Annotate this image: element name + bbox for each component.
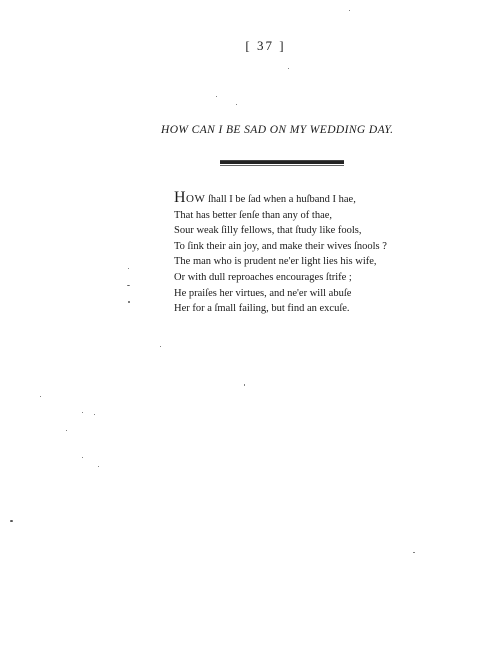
poem-line [174,190,387,208]
poem-title: HOW CAN I BE SAD ON MY WEDDING DAY. [161,124,394,136]
scan-speck [98,466,99,467]
scan-speck [40,396,41,397]
title-divider [220,160,344,164]
scan-speck [160,346,161,347]
scan-speck [216,96,217,97]
scan-speck [127,285,130,286]
scan-speck [244,384,245,386]
poem-line: Or with dull reproaches encourages ſtrife ; [174,271,352,283]
scan-speck [66,430,67,431]
poem-body [174,190,387,317]
scan-speck [288,68,289,69]
poem-line: To ſink their ain joy, and make their wives ſnools ? [174,240,387,252]
scan-speck [413,552,415,553]
scan-speck [349,10,350,11]
page-number: [ 37 ] [245,38,286,53]
scan-speck [82,457,83,458]
scan-speck [128,301,130,303]
scan-speck [10,520,13,522]
poem-line: He praiſes her virtues, and ne'er will abuſe [174,287,352,299]
poem-initial-word: How [174,189,206,206]
poem-line: That has better ſenſe than any of thae, [174,209,333,221]
scan-speck [128,268,129,269]
scan-speck [82,412,83,413]
poem-first-line-text: ſhall I be ſad when a huſband I hae, [208,194,356,205]
poem-line: Her for a ſmall failing, but find an excuſe. [174,303,350,315]
scan-speck [236,104,237,105]
poem-line: Sour weak ſilly fellows, that ſtudy like fools, [174,225,362,237]
scan-speck [94,414,95,415]
poem-line: The man who is prudent ne'er light lies his wife, [174,256,377,268]
